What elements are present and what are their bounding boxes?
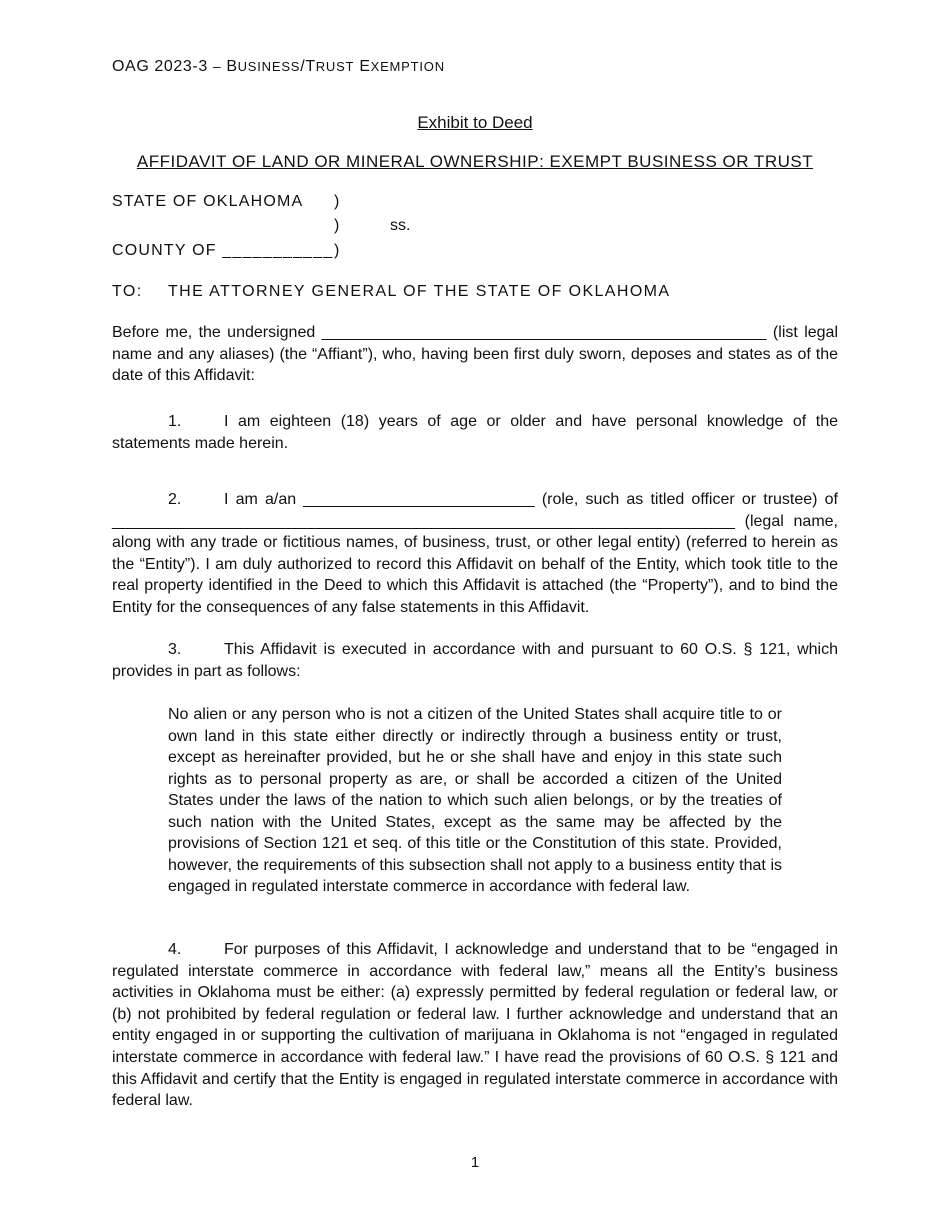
venue-ss: ss. bbox=[390, 217, 411, 234]
venue-paren-1: ) bbox=[334, 193, 340, 210]
paragraph-3-number: 3. bbox=[168, 641, 182, 658]
paragraph-1 bbox=[112, 411, 838, 454]
venue-paren-2: ) bbox=[334, 217, 340, 234]
header-dash: – bbox=[212, 58, 222, 74]
statute-quote: No alien or any person who is not a citizen of the United States shall acquire title to or own land in this state either directly or indirectly through a business entity or trust, except as hereinafter provided, but he or she shall have and enjoy in this state such rights as to personal property as are, or shall be accorded a citizen of the United States under the laws of the nation to which such alien belongs, or by the treaties of such nation with the United States, except as the same may be affected by the provisions of Section 121 et seq. of this title or the Constitution of this state. Provided, however, the requirements of this subsection shall not apply to a business entity that is engaged in regulated interstate commerce in accordance with federal law. bbox=[168, 706, 782, 895]
header-doc-id: OAG 2023-3 bbox=[112, 58, 208, 75]
to-label: TO: bbox=[112, 283, 143, 300]
paragraph-2-number: 2. bbox=[168, 491, 182, 508]
header-t-rest: RUST bbox=[315, 59, 355, 74]
exhibit-heading: Exhibit to Deed bbox=[417, 113, 533, 132]
venue-paren-3: ) bbox=[334, 242, 340, 259]
paragraph-2-text: I am a/an __________________________ (role, such as titled officer or trustee) of ______________________________________________________________________ (legal name, along with any trade or fictitious names, of business, trust, or other legal entity) (referred to herein as the “Entity”). I am duly authorized to record this Affidavit on behalf of the Entity, which took title to the real property identified in the Deed to which this Affidavit is attached (the “Property”), and to bind the Entity for the consequences of any false statements in this Affidavit. bbox=[112, 491, 838, 616]
paragraph-4 bbox=[112, 939, 838, 1112]
header-t-cap: T bbox=[305, 58, 316, 75]
page-number: 1 bbox=[470, 1154, 480, 1171]
header-b-cap: B bbox=[226, 58, 238, 75]
paragraph-1-number: 1. bbox=[168, 413, 182, 430]
header-e-cap: E bbox=[359, 58, 371, 75]
venue-state: STATE OF OKLAHOMA bbox=[112, 193, 304, 210]
paragraph-1-text: I am eighteen (18) years of age or older and have personal knowledge of the statements made herein. bbox=[112, 413, 838, 452]
addressee-line bbox=[112, 283, 670, 301]
paragraph-2 bbox=[112, 489, 838, 619]
header-e-rest: XEMPTION bbox=[370, 59, 445, 74]
header-slash: / bbox=[300, 58, 306, 75]
paragraph-3-text: This Affidavit is executed in accordance with and pursuant to 60 O.S. § 121, which provides in part as follows: bbox=[112, 641, 838, 680]
paragraph-4-text: For purposes of this Affidavit, I acknowledge and understand that to be “engaged in regulated interstate commerce in accordance with federal law,” means all the Entity’s business activities in Oklahoma must be either: (a) expressly permitted by federal regulation or federal law, or (b) not prohibited by federal regulation or federal law. I further acknowledge and understand that an entity engaged in or supporting the cultivation of marijuana in Oklahoma is not “engaged in regulated interstate commerce in accordance with federal law.” I have read the provisions of 60 O.S. § 121 and this Affidavit and certify that the Entity is engaged in regulated interstate commerce in accordance with federal law. bbox=[112, 941, 838, 1110]
venue-county: COUNTY OF ___________ bbox=[112, 242, 334, 259]
paragraph-4-number: 4. bbox=[168, 941, 182, 958]
paragraph-3 bbox=[112, 639, 838, 682]
intro-paragraph: Before me, the undersigned __________________________________________________ (list legal name and any aliases) (the “Affiant”), who, having been first duly sworn, deposes and states as of the date of this Affidavit: bbox=[112, 324, 838, 385]
header-b-rest: USINESS bbox=[237, 59, 301, 74]
to-recipient: THE ATTORNEY GENERAL OF THE STATE OF OKLAHOMA bbox=[168, 283, 671, 300]
running-header bbox=[112, 58, 445, 76]
document-title: AFFIDAVIT OF LAND OR MINERAL OWNERSHIP: EXEMPT BUSINESS OR TRUST bbox=[136, 152, 814, 171]
